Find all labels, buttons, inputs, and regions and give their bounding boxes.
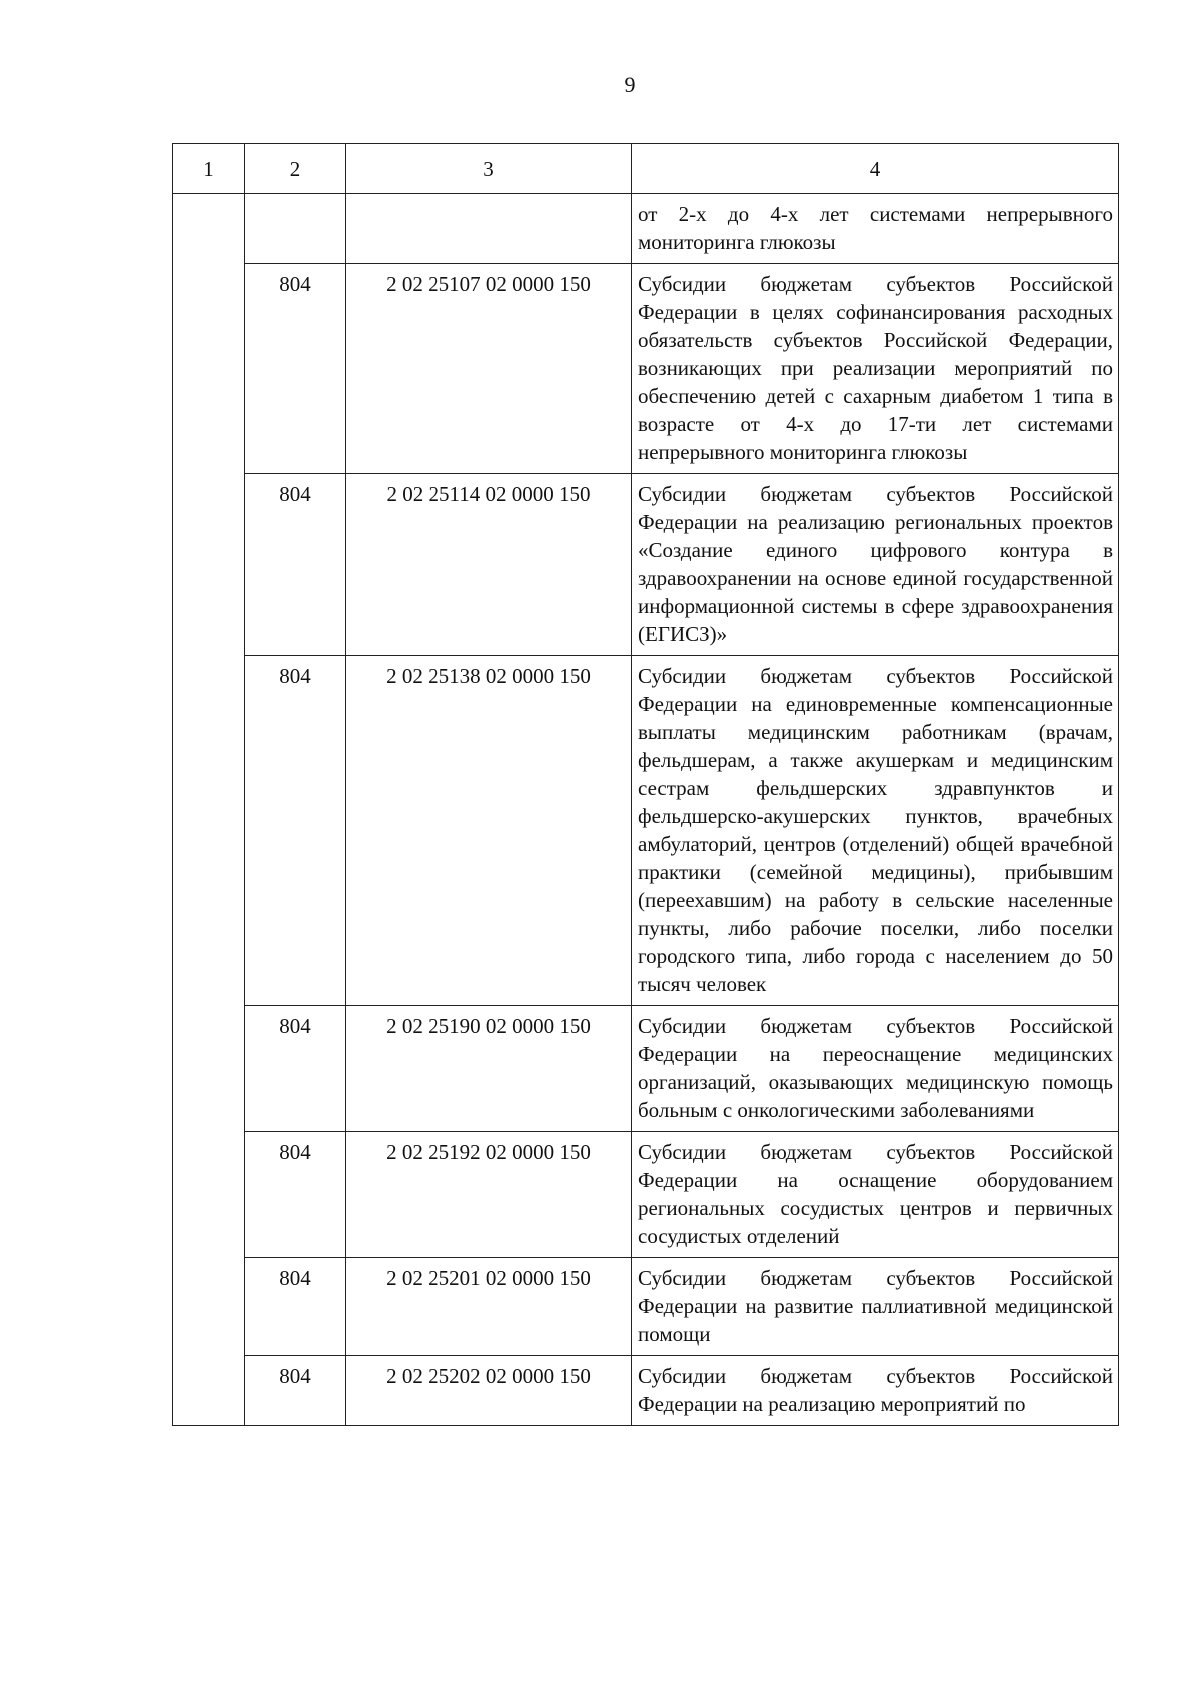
description-cell: Субсидии бюджетам субъектов Российской Федерации на реализацию мероприятий по — [632, 1356, 1119, 1426]
table-row — [173, 656, 1119, 1006]
admin-code-cell: 804 — [245, 1258, 346, 1356]
header-col-2: 2 — [245, 144, 346, 194]
admin-code-cell: 804 — [245, 656, 346, 1006]
budget-code-cell: 2 02 25202 02 0000 150 — [346, 1356, 632, 1426]
table-row — [173, 1132, 1119, 1258]
header-col-3: 3 — [346, 144, 632, 194]
header-col-4: 4 — [632, 144, 1119, 194]
admin-code-cell: 804 — [245, 264, 346, 474]
header-col-1: 1 — [173, 144, 245, 194]
budget-code-cell: 2 02 25107 02 0000 150 — [346, 264, 632, 474]
admin-code-cell: 804 — [245, 1132, 346, 1258]
budget-codes-table — [172, 143, 1119, 1426]
admin-code-cell — [245, 194, 346, 264]
table-row — [173, 1356, 1119, 1426]
table-header — [173, 144, 1119, 194]
budget-code-cell — [346, 194, 632, 264]
table-body — [173, 194, 1119, 1426]
admin-code-cell: 804 — [245, 474, 346, 656]
table-row — [173, 474, 1119, 656]
budget-code-cell: 2 02 25138 02 0000 150 — [346, 656, 632, 1006]
budget-code-cell: 2 02 25114 02 0000 150 — [346, 474, 632, 656]
description-cell: Субсидии бюджетам субъектов Российской Федерации на переоснащение медицинских организаций, оказывающих медицинскую помощь больным с онкологическими заболеваниями — [632, 1006, 1119, 1132]
table-row — [173, 1006, 1119, 1132]
description-cell: Субсидии бюджетам субъектов Российской Федерации на развитие паллиативной медицинской помощи — [632, 1258, 1119, 1356]
description-cell: Субсидии бюджетам субъектов Российской Федерации на реализацию региональных проектов «Создание единого цифрового контура в здравоохранении на основе единой государственной информационной системы в сфере здравоохранения (ЕГИСЗ)» — [632, 474, 1119, 656]
description-cell: Субсидии бюджетам субъектов Российской Федерации на оснащение оборудованием региональных сосудистых центров и первичных сосудистых отделений — [632, 1132, 1119, 1258]
budget-code-cell: 2 02 25201 02 0000 150 — [346, 1258, 632, 1356]
admin-code-cell: 804 — [245, 1356, 346, 1426]
column-1-cell — [173, 194, 245, 1426]
header-row — [173, 144, 1119, 194]
budget-code-cell: 2 02 25190 02 0000 150 — [346, 1006, 632, 1132]
table-row — [173, 264, 1119, 474]
description-cell: Субсидии бюджетам субъектов Российской Федерации в целях софинансирования расходных обязательств субъектов Российской Федерации, возникающих при реализации мероприятий по обеспечению детей с сахарным диабетом 1 типа в возрасте от 4-х до 17-ти лет системами непрерывного мониторинга глюкозы — [632, 264, 1119, 474]
description-cell: от 2-х до 4-х лет системами непрерывного мониторинга глюкозы — [632, 194, 1119, 264]
table-row — [173, 1258, 1119, 1356]
table-row — [173, 194, 1119, 264]
budget-code-cell: 2 02 25192 02 0000 150 — [346, 1132, 632, 1258]
page-number: 9 — [624, 72, 636, 97]
admin-code-cell: 804 — [245, 1006, 346, 1132]
description-cell: Субсидии бюджетам субъектов Российской Федерации на единовременные компенсационные выплаты медицинским работникам (врачам, фельдшерам, а также акушеркам и медицинским сестрам фельдшерских здравпунктов и фельдшерско-акушерских пунктов, врачебных амбулаторий, центров (отделений) общей врачебной практики (семейной медицины), прибывшим (переехавшим) на работу в сельские населенные пункты, либо рабочие поселки, либо поселки городского типа, либо города с населением до 50 тысяч человек — [632, 656, 1119, 1006]
